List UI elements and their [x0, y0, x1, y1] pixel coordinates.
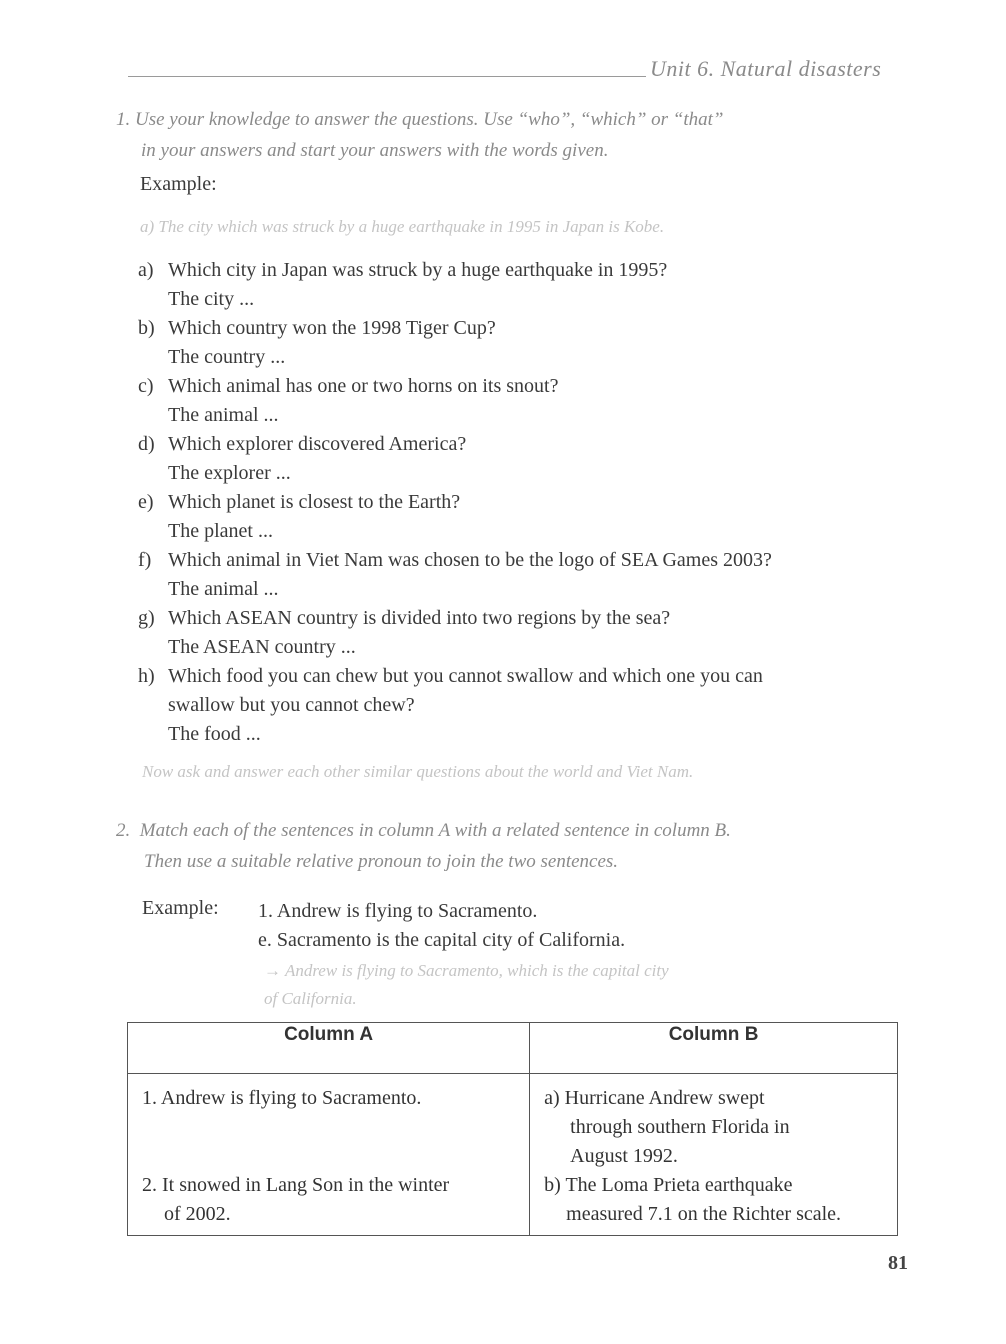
- unit-title: Unit 6. Natural disasters: [650, 56, 882, 81]
- example-label: Example:: [140, 173, 217, 195]
- table-row: [128, 1074, 898, 1236]
- column-b-header: Column B: [530, 1023, 898, 1074]
- example-answer: a) The city which was struck by a huge earthquake in 1995 in Japan is Kobe.: [140, 217, 665, 236]
- list-item: a) Which city in Japan was struck by a huge earthquake in 1995? The city ...: [138, 259, 668, 310]
- example-2-answer: → Andrew is flying to Sacramento, which is the capital city of California.: [264, 961, 669, 1008]
- page-number: 81: [888, 1252, 908, 1274]
- list-item: g) Which ASEAN country is divided into two regions by the sea? The ASEAN country ...: [138, 607, 671, 658]
- header-rule: [128, 76, 646, 77]
- list-item: b) Which country won the 1998 Tiger Cup? The country ...: [138, 317, 496, 368]
- matching-table: [127, 1022, 898, 1236]
- example-2-label: Example:: [142, 897, 219, 919]
- column-b-cell: [530, 1074, 898, 1236]
- column-b-item-b: b) The Loma Prieta earthquake measured 7.1 on the Richter scale.: [544, 1174, 842, 1225]
- exercise-2-number: 2.: [116, 820, 131, 841]
- column-a-header: Column A: [128, 1023, 530, 1074]
- list-item: d) Which explorer discovered America? The explorer ...: [138, 433, 467, 484]
- list-item: f) Which animal in Viet Nam was chosen to be the logo of SEA Games 2003? The animal ...: [138, 549, 772, 600]
- question-list: [138, 256, 918, 749]
- exercise-1-instruction: 1. Use your knowledge to answer the questions. Use “who”, “which” or “that” in your answers and start your answers with the words given.: [116, 109, 724, 161]
- column-a-item-1: 1. Andrew is flying to Sacramento.: [142, 1087, 422, 1109]
- example-2-sentences: 1. Andrew is flying to Sacramento. e. Sacramento is the capital city of California.: [258, 900, 626, 951]
- list-item: c) Which animal has one or two horns on its snout? The animal ...: [138, 375, 559, 426]
- follow-up-instruction: Now ask and answer each other similar questions about the world and Viet Nam.: [142, 762, 694, 781]
- column-b-item-a: a) Hurricane Andrew swept through southern Florida in August 1992.: [544, 1087, 790, 1167]
- column-a-cell: [128, 1074, 530, 1236]
- exercise-2-instruction: 2. Match each of the sentences in column A with a related sentence in column B. Then use a suitable relative pronoun to join the two sentences.: [116, 820, 731, 872]
- column-a-item-2: 2. It snowed in Lang Son in the winter of 2002.: [142, 1174, 450, 1225]
- list-item: e) Which planet is closest to the Earth? The planet ...: [138, 491, 461, 542]
- list-item: h) Which food you can chew but you cannot swallow and which one you can swallow but you cannot chew? The food ...: [138, 665, 763, 745]
- exercise-1-number: 1.: [116, 109, 131, 130]
